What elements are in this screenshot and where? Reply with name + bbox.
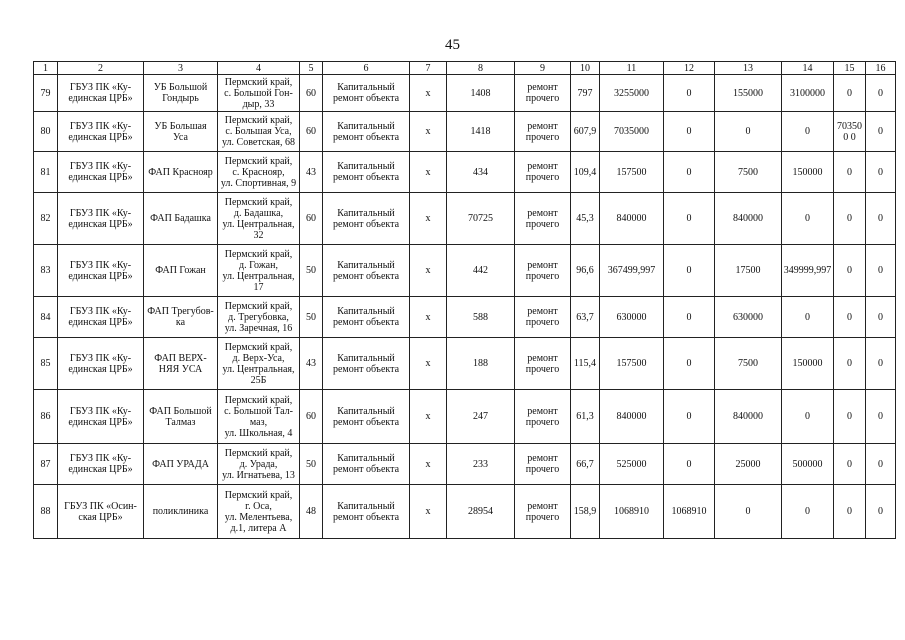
- cost-cell: 0: [664, 297, 715, 338]
- mark-cell: х: [410, 444, 447, 485]
- value-cell: 60: [300, 390, 323, 444]
- row-number-cell: 81: [34, 152, 58, 193]
- table-row: [34, 485, 896, 539]
- cost-cell: 0: [866, 485, 896, 539]
- cost-cell: 0: [664, 193, 715, 245]
- total-cost-cell: 157500: [600, 152, 664, 193]
- area-cell: 607,9: [571, 112, 600, 152]
- cost-cell: 840000: [715, 390, 782, 444]
- cost-cell: 150000: [782, 152, 834, 193]
- cost-cell: 0: [834, 245, 866, 297]
- code-cell: 442: [447, 245, 515, 297]
- mark-cell: х: [410, 75, 447, 112]
- organization-cell: ГБУЗ ПК «Осин- ская ЦРБ»: [58, 485, 144, 539]
- work-type-cell: Капитальный ремонт объекта: [323, 112, 410, 152]
- cost-cell: 0: [834, 444, 866, 485]
- table-body: [34, 75, 896, 539]
- address-cell: Пермский край, с. Большая Уса, ул. Советская, 68: [218, 112, 300, 152]
- facility-name-cell: УБ Большая Уса: [144, 112, 218, 152]
- code-cell: 28954: [447, 485, 515, 539]
- work-type-cell: Капитальный ремонт объекта: [323, 338, 410, 390]
- code-cell: 188: [447, 338, 515, 390]
- table-row: [34, 390, 896, 444]
- row-number-cell: 86: [34, 390, 58, 444]
- value-cell: 48: [300, 485, 323, 539]
- value-cell: 43: [300, 338, 323, 390]
- column-header: 14: [782, 62, 834, 75]
- organization-cell: ГБУЗ ПК «Ку- единская ЦРБ»: [58, 193, 144, 245]
- total-cost-cell: 630000: [600, 297, 664, 338]
- cost-cell: 500000: [782, 444, 834, 485]
- cost-cell: 0: [782, 193, 834, 245]
- code-cell: 1408: [447, 75, 515, 112]
- work-type-cell: Капитальный ремонт объекта: [323, 245, 410, 297]
- address-cell: Пермский край, с. Большой Тал- маз, ул. Школьная, 4: [218, 390, 300, 444]
- cost-cell: 0: [782, 485, 834, 539]
- column-header: 7: [410, 62, 447, 75]
- column-header: 6: [323, 62, 410, 75]
- column-header: 15: [834, 62, 866, 75]
- column-header: 4: [218, 62, 300, 75]
- table-row: [34, 338, 896, 390]
- value-cell: 60: [300, 112, 323, 152]
- cost-cell: 840000: [715, 193, 782, 245]
- value-cell: 60: [300, 75, 323, 112]
- address-cell: Пермский край, с. Краснояр, ул. Спортивная, 9: [218, 152, 300, 193]
- row-number-cell: 83: [34, 245, 58, 297]
- area-cell: 797: [571, 75, 600, 112]
- value-cell: 43: [300, 152, 323, 193]
- cost-cell: 0: [834, 390, 866, 444]
- organization-cell: ГБУЗ ПК «Ку- единская ЦРБ»: [58, 75, 144, 112]
- cost-cell: 7500: [715, 152, 782, 193]
- repair-type-cell: ремонт прочего: [515, 338, 571, 390]
- cost-cell: 0: [834, 338, 866, 390]
- total-cost-cell: 7035000: [600, 112, 664, 152]
- cost-cell: 0: [866, 152, 896, 193]
- address-cell: Пермский край, д. Верх-Уса, ул. Центральная, 25Б: [218, 338, 300, 390]
- table-row: [34, 444, 896, 485]
- cost-cell: 0: [664, 152, 715, 193]
- mark-cell: х: [410, 193, 447, 245]
- repair-type-cell: ремонт прочего: [515, 390, 571, 444]
- address-cell: Пермский край, д. Бадашка, ул. Центральная, 32: [218, 193, 300, 245]
- column-header: 8: [447, 62, 515, 75]
- row-number-cell: 80: [34, 112, 58, 152]
- cost-cell: 0: [664, 112, 715, 152]
- row-number-cell: 87: [34, 444, 58, 485]
- cost-cell: 0: [834, 193, 866, 245]
- cost-cell: 0: [664, 75, 715, 112]
- work-type-cell: Капитальный ремонт объекта: [323, 193, 410, 245]
- area-cell: 115,4: [571, 338, 600, 390]
- cost-cell: 0: [834, 485, 866, 539]
- repair-type-cell: ремонт прочего: [515, 193, 571, 245]
- address-cell: Пермский край, д. Гожан, ул. Центральная, 17: [218, 245, 300, 297]
- cost-cell: 0: [782, 112, 834, 152]
- code-cell: 434: [447, 152, 515, 193]
- facility-name-cell: ФАП ВЕРХ- НЯЯ УСА: [144, 338, 218, 390]
- area-cell: 63,7: [571, 297, 600, 338]
- cost-cell: 0: [715, 112, 782, 152]
- cost-cell: 0: [866, 245, 896, 297]
- value-cell: 50: [300, 245, 323, 297]
- code-cell: 70725: [447, 193, 515, 245]
- address-cell: Пермский край, г. Оса, ул. Мелентьева, д.1, литера А: [218, 485, 300, 539]
- column-header: 13: [715, 62, 782, 75]
- cost-cell: 0: [834, 75, 866, 112]
- address-cell: Пермский край, д. Урада, ул. Игнатьева, 13: [218, 444, 300, 485]
- total-cost-cell: 1068910: [600, 485, 664, 539]
- column-header: 12: [664, 62, 715, 75]
- row-number-cell: 84: [34, 297, 58, 338]
- mark-cell: х: [410, 485, 447, 539]
- cost-cell: 0: [664, 245, 715, 297]
- cost-cell: 1068910: [664, 485, 715, 539]
- capital-repair-table: [33, 61, 896, 539]
- table-row: [34, 152, 896, 193]
- area-cell: 66,7: [571, 444, 600, 485]
- cost-cell: 25000: [715, 444, 782, 485]
- work-type-cell: Капитальный ремонт объекта: [323, 390, 410, 444]
- facility-name-cell: ФАП Краснояр: [144, 152, 218, 193]
- work-type-cell: Капитальный ремонт объекта: [323, 297, 410, 338]
- repair-type-cell: ремонт прочего: [515, 297, 571, 338]
- column-number-row: [34, 62, 896, 75]
- column-header: 1: [34, 62, 58, 75]
- total-cost-cell: 525000: [600, 444, 664, 485]
- column-header: 2: [58, 62, 144, 75]
- cost-cell: 3100000: [782, 75, 834, 112]
- column-header: 10: [571, 62, 600, 75]
- code-cell: 1418: [447, 112, 515, 152]
- cost-cell: 0: [664, 444, 715, 485]
- row-number-cell: 79: [34, 75, 58, 112]
- organization-cell: ГБУЗ ПК «Ку- единская ЦРБ»: [58, 390, 144, 444]
- repair-type-cell: ремонт прочего: [515, 444, 571, 485]
- mark-cell: х: [410, 112, 447, 152]
- organization-cell: ГБУЗ ПК «Ку- единская ЦРБ»: [58, 444, 144, 485]
- area-cell: 158,9: [571, 485, 600, 539]
- table-row: [34, 75, 896, 112]
- repair-type-cell: ремонт прочего: [515, 75, 571, 112]
- page-number: 45: [445, 37, 460, 53]
- code-cell: 247: [447, 390, 515, 444]
- code-cell: 588: [447, 297, 515, 338]
- mark-cell: х: [410, 152, 447, 193]
- organization-cell: ГБУЗ ПК «Ку- единская ЦРБ»: [58, 338, 144, 390]
- address-cell: Пермский край, с. Большой Гон- дыр, 33: [218, 75, 300, 112]
- work-type-cell: Капитальный ремонт объекта: [323, 444, 410, 485]
- cost-cell: 0: [834, 297, 866, 338]
- cost-cell: 150000: [782, 338, 834, 390]
- total-cost-cell: 367499,997: [600, 245, 664, 297]
- row-number-cell: 85: [34, 338, 58, 390]
- cost-cell: 0: [782, 297, 834, 338]
- work-type-cell: Капитальный ремонт объекта: [323, 485, 410, 539]
- row-number-cell: 82: [34, 193, 58, 245]
- organization-cell: ГБУЗ ПК «Ку- единская ЦРБ»: [58, 245, 144, 297]
- area-cell: 96,6: [571, 245, 600, 297]
- repair-type-cell: ремонт прочего: [515, 152, 571, 193]
- mark-cell: х: [410, 245, 447, 297]
- table-row: [34, 193, 896, 245]
- cost-cell: 703500 0: [834, 112, 866, 152]
- cost-cell: 630000: [715, 297, 782, 338]
- facility-name-cell: ФАП УРАДА: [144, 444, 218, 485]
- cost-cell: 7500: [715, 338, 782, 390]
- area-cell: 109,4: [571, 152, 600, 193]
- column-header: 5: [300, 62, 323, 75]
- cost-cell: 0: [866, 444, 896, 485]
- facility-name-cell: поликлиника: [144, 485, 218, 539]
- area-cell: 61,3: [571, 390, 600, 444]
- organization-cell: ГБУЗ ПК «Ку- единская ЦРБ»: [58, 297, 144, 338]
- table-row: [34, 297, 896, 338]
- cost-cell: 0: [866, 193, 896, 245]
- facility-name-cell: ФАП Трегубов- ка: [144, 297, 218, 338]
- cost-cell: 0: [866, 390, 896, 444]
- mark-cell: х: [410, 390, 447, 444]
- value-cell: 60: [300, 193, 323, 245]
- row-number-cell: 88: [34, 485, 58, 539]
- cost-cell: 155000: [715, 75, 782, 112]
- value-cell: 50: [300, 444, 323, 485]
- cost-cell: 0: [834, 152, 866, 193]
- table-row: [34, 245, 896, 297]
- repair-type-cell: ремонт прочего: [515, 485, 571, 539]
- cost-cell: 0: [664, 390, 715, 444]
- mark-cell: х: [410, 297, 447, 338]
- cost-cell: 0: [866, 338, 896, 390]
- repair-type-cell: ремонт прочего: [515, 112, 571, 152]
- mark-cell: х: [410, 338, 447, 390]
- column-header: 3: [144, 62, 218, 75]
- organization-cell: ГБУЗ ПК «Ку- единская ЦРБ»: [58, 112, 144, 152]
- facility-name-cell: УБ Большой Гондырь: [144, 75, 218, 112]
- area-cell: 45,3: [571, 193, 600, 245]
- column-header: 16: [866, 62, 896, 75]
- column-header: 11: [600, 62, 664, 75]
- address-cell: Пермский край, д. Трегубовка, ул. Заречная, 16: [218, 297, 300, 338]
- facility-name-cell: ФАП Бадашка: [144, 193, 218, 245]
- value-cell: 50: [300, 297, 323, 338]
- repair-type-cell: ремонт прочего: [515, 245, 571, 297]
- work-type-cell: Капитальный ремонт объекта: [323, 152, 410, 193]
- total-cost-cell: 840000: [600, 193, 664, 245]
- total-cost-cell: 840000: [600, 390, 664, 444]
- cost-cell: 0: [866, 297, 896, 338]
- cost-cell: 0: [664, 338, 715, 390]
- column-header: 9: [515, 62, 571, 75]
- total-cost-cell: 157500: [600, 338, 664, 390]
- cost-cell: 0: [866, 75, 896, 112]
- table-row: [34, 112, 896, 152]
- organization-cell: ГБУЗ ПК «Ку- единская ЦРБ»: [58, 152, 144, 193]
- work-type-cell: Капитальный ремонт объекта: [323, 75, 410, 112]
- total-cost-cell: 3255000: [600, 75, 664, 112]
- facility-name-cell: ФАП Гожан: [144, 245, 218, 297]
- code-cell: 233: [447, 444, 515, 485]
- cost-cell: 349999,997: [782, 245, 834, 297]
- cost-cell: 0: [782, 390, 834, 444]
- cost-cell: 0: [866, 112, 896, 152]
- cost-cell: 17500: [715, 245, 782, 297]
- cost-cell: 0: [715, 485, 782, 539]
- facility-name-cell: ФАП Большой Талмаз: [144, 390, 218, 444]
